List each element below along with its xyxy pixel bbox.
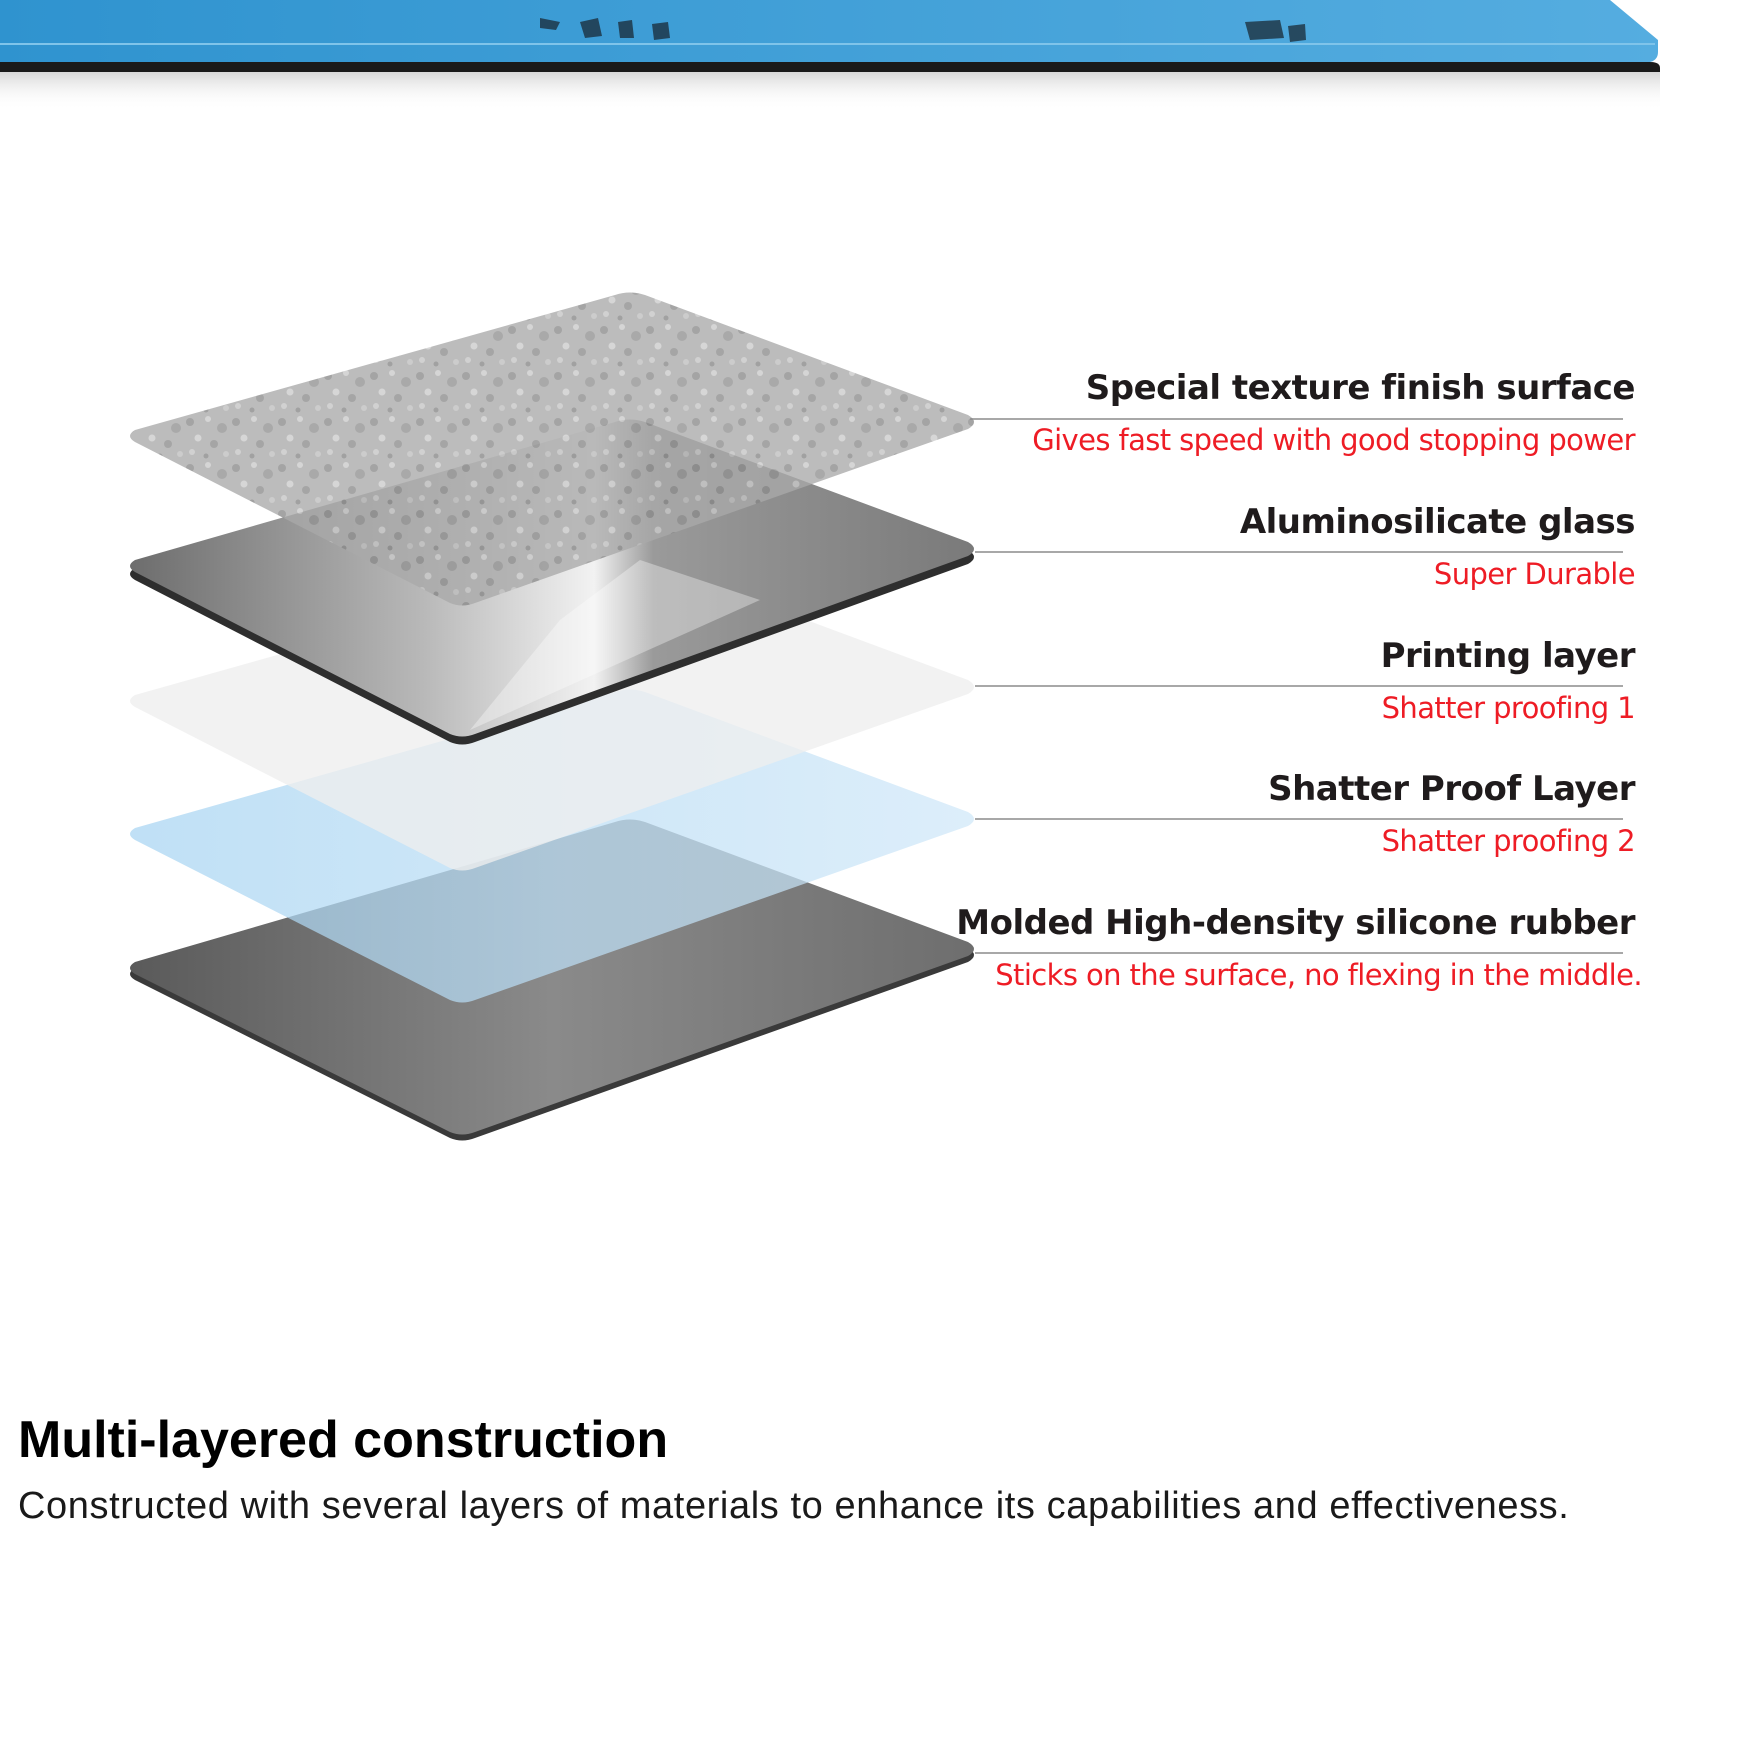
layer-title-2: Aluminosilicate glass — [1239, 502, 1635, 542]
layer-title-3: Printing layer — [1380, 636, 1635, 676]
section-description: Constructed with several layers of materials to enhance its capabilities and effectiveness. — [18, 1485, 1570, 1527]
top-banner-plate — [0, 0, 1660, 110]
layer-title-1: Special texture finish surface — [1085, 368, 1635, 408]
layer-label-5 — [942, 903, 1642, 993]
layer-subtitle-5: Sticks on the surface, no flexing in the middle. — [995, 958, 1642, 992]
layer-subtitle-3: Shatter proofing 1 — [1381, 691, 1635, 725]
layer-subtitle-1: Gives fast speed with good stopping power — [1032, 423, 1635, 457]
layer-label-1 — [935, 368, 1635, 458]
layer-title-5: Molded High-density silicone rubber — [956, 903, 1635, 943]
layer-title-4: Shatter Proof Layer — [1268, 769, 1635, 809]
layer-label-4 — [935, 769, 1635, 859]
layer-label-2 — [935, 502, 1635, 592]
layer-subtitle-4: Shatter proofing 2 — [1381, 824, 1635, 858]
layer-label-3 — [935, 636, 1635, 726]
section-title: Multi-layered construction — [18, 1411, 669, 1469]
layer-subtitle-2: Super Durable — [1433, 557, 1635, 591]
